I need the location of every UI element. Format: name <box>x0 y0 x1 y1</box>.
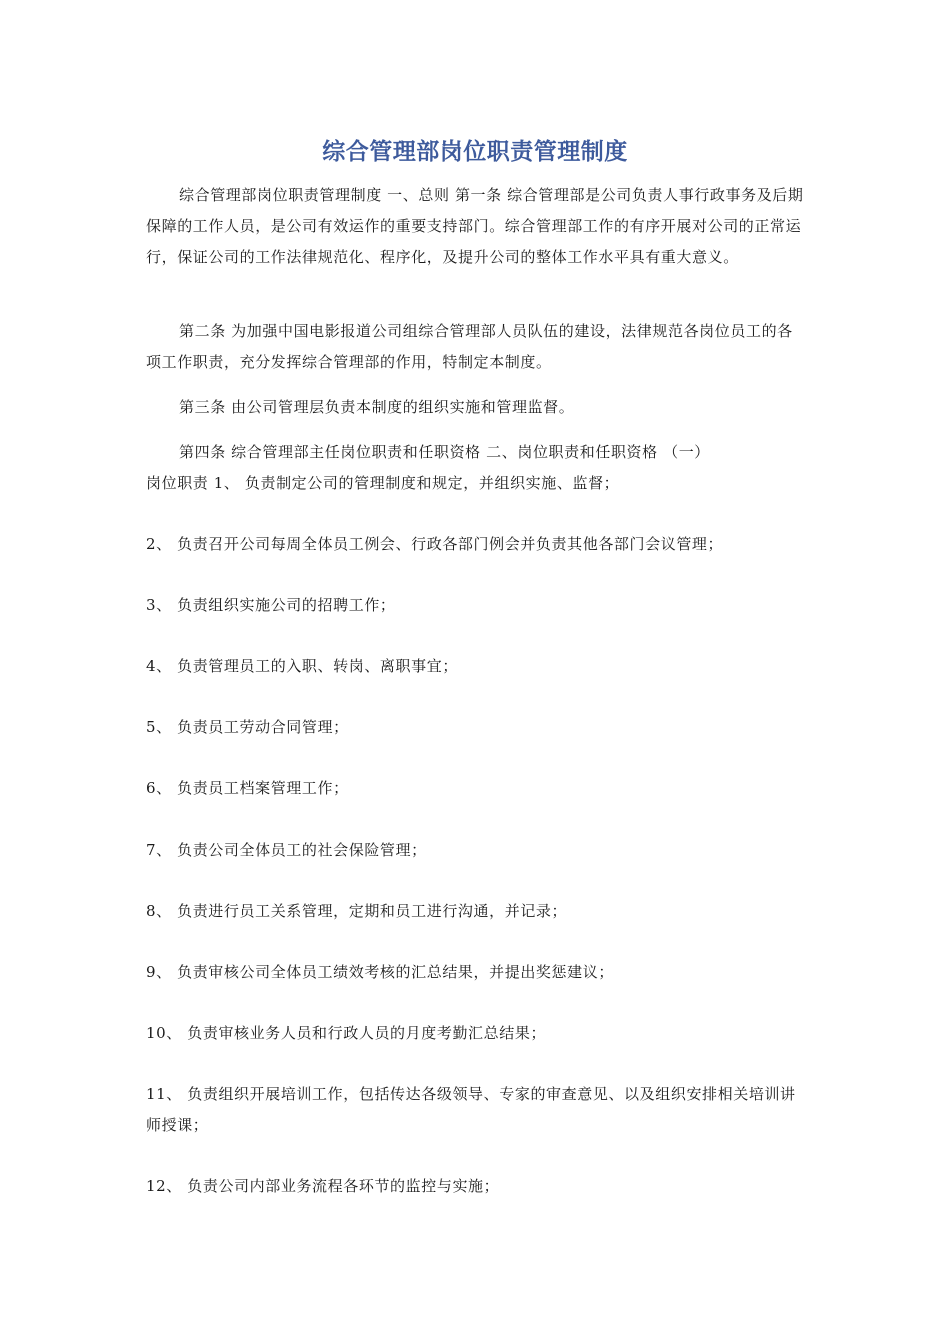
list-item: 10、 负责审核业务人员和行政人员的月度考勤汇总结果； <box>146 1024 547 1042</box>
list-item: 12、 负责公司内部业务流程各环节的监控与实施； <box>146 1177 500 1195</box>
list-item: 9、 负责审核公司全体员工绩效考核的汇总结果，并提出奖惩建议； <box>146 963 614 981</box>
list-item: 8、 负责进行员工关系管理，定期和员工进行沟通，并记录； <box>146 902 568 920</box>
list-item: 6、 负责员工档案管理工作； <box>146 779 349 797</box>
list-item: 5、 负责员工劳动合同管理； <box>146 718 349 736</box>
paragraph-general: 综合管理部岗位职责管理制度 一、总则 第一条 综合管理部是公司负责人事行政事务及后期保障的工作人员，是公司有效运作的重要支持部门。综合管理部工作的有序开展对公司的正常运行，保证公司的工作法律规范化、程序化，及提升公司的整体工作水平具有重大意义。 <box>146 186 804 266</box>
document-title: 综合管理部岗位职责管理制度 <box>322 139 628 165</box>
paragraph-article-3: 第三条 由公司管理层负责本制度的组织实施和管理监督。 <box>179 398 575 416</box>
paragraph-duties-1: 岗位职责 1、 负责制定公司的管理制度和规定，并组织实施、监督； <box>146 474 620 492</box>
list-item: 3、 负责组织实施公司的招聘工作； <box>146 596 396 614</box>
list-item: 4、 负责管理员工的入职、转岗、离职事宜； <box>146 657 458 675</box>
list-item: 2、 负责召开公司每周全体员工例会、行政各部门例会并负责其他各部门会议管理； <box>146 535 724 553</box>
paragraph-article-2: 第二条 为加强中国电影报道公司组综合管理部人员队伍的建设，法律规范各岗位员工的各项工作职责，充分发挥综合管理部的作用，特制定本制度。 <box>146 322 793 371</box>
paragraph-article-4: 第四条 综合管理部主任岗位职责和任职资格 二、岗位职责和任职资格 （一） <box>179 443 710 461</box>
list-item: 7、 负责公司全体员工的社会保险管理； <box>146 841 427 859</box>
list-item: 11、 负责组织开展培训工作，包括传达各级领导、专家的审查意见、以及组织安排相关培训讲师授课； <box>146 1085 796 1134</box>
